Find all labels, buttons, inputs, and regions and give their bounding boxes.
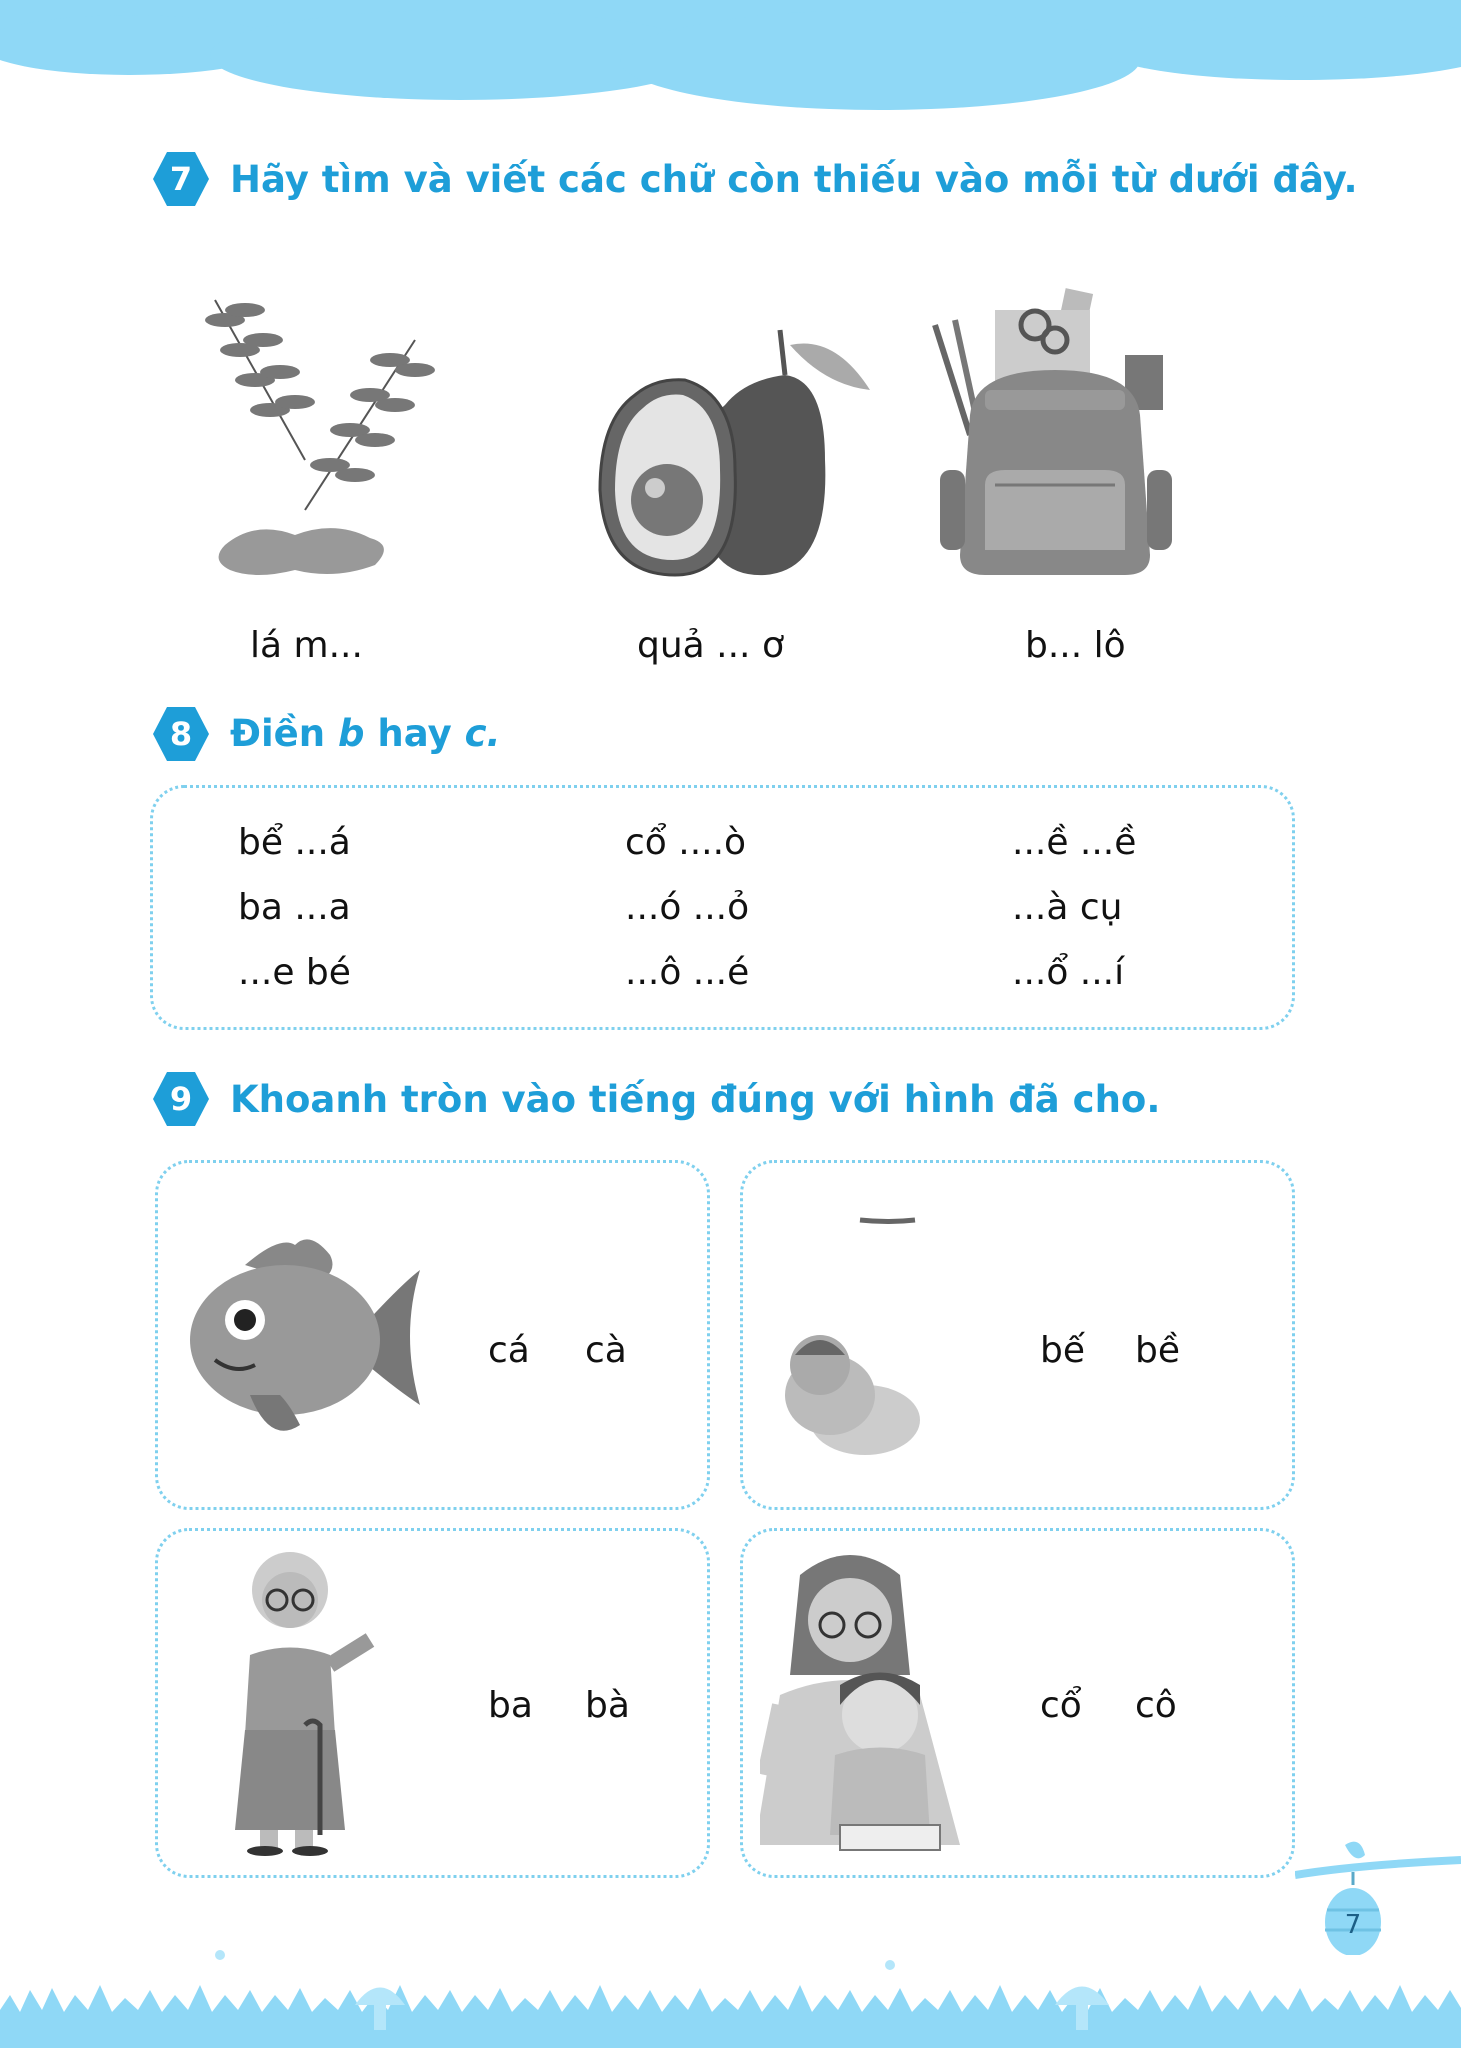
grandma-icon [235, 1545, 385, 1860]
question-7-number: 7 [169, 160, 193, 198]
q7-word-2: quả ... ơ [637, 625, 784, 666]
backpack-icon [925, 285, 1185, 590]
q8-cell: ...e bé [238, 952, 351, 993]
q8-cell: ...ề ...ề [1012, 822, 1137, 863]
q8-cell: ...à cụ [1012, 887, 1123, 928]
question-9-number: 9 [169, 1080, 193, 1118]
question-7-badge [152, 150, 210, 208]
q8-title-mid: hay [364, 712, 465, 755]
q8-title-b: b [338, 712, 365, 755]
question-9-title: Khoanh tròn vào tiếng đúng với hình đã cho. [230, 1078, 1161, 1121]
fish-icon [190, 1225, 420, 1450]
q9-option[interactable]: cô [1135, 1685, 1177, 1726]
q9-option[interactable]: cà [585, 1330, 627, 1371]
avocado-icon [595, 320, 875, 580]
question-8-title [230, 712, 501, 755]
q9-option[interactable]: cổ [1040, 1685, 1082, 1726]
question-7-title: Hãy tìm và viết các chữ còn thiếu vào mỗi từ dưới đây. [230, 158, 1358, 201]
question-9-badge [152, 1070, 210, 1128]
baby-icon [770, 1215, 930, 1465]
q8-cell: bể ...á [238, 822, 351, 863]
question-8-badge [152, 705, 210, 763]
q7-word-1: lá m... [250, 625, 363, 666]
question-8-number: 8 [169, 715, 193, 753]
q9-option[interactable]: bề [1135, 1330, 1180, 1371]
q9-option[interactable]: cá [488, 1330, 530, 1371]
q8-cell: ba ...a [238, 887, 351, 928]
grass-footer [0, 1940, 1461, 2053]
page-number: 7 [1344, 1910, 1362, 1940]
q8-cell: cổ ....ò [625, 822, 747, 863]
q8-title-c: c. [464, 712, 501, 755]
q9-option[interactable]: bà [585, 1685, 630, 1726]
q9-option[interactable]: ba [488, 1685, 533, 1726]
q8-cell: ...ó ...ỏ [625, 887, 750, 928]
q8-title-part: Điền [230, 712, 339, 755]
sky-header [0, 0, 1461, 120]
tamarind-leaf-icon [195, 280, 445, 590]
teacher-child-icon [760, 1545, 985, 1865]
q8-cell: ...ô ...é [625, 952, 750, 993]
q8-cell: ...ổ ...í [1012, 952, 1125, 993]
q9-option[interactable]: bế [1040, 1330, 1085, 1371]
q7-word-3: b... lô [1025, 625, 1126, 666]
